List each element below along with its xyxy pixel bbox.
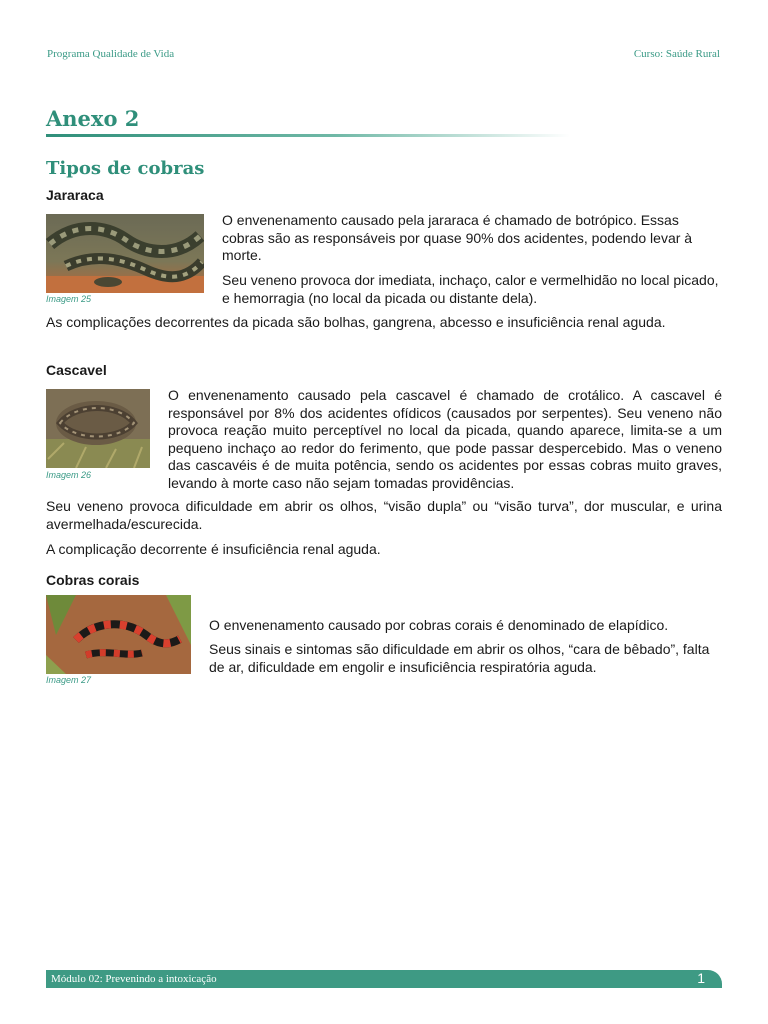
- footer-bar: [46, 970, 722, 988]
- jararaca-caption: Imagem 25: [46, 294, 92, 304]
- cascavel-heading: Cascavel: [46, 362, 107, 378]
- cascavel-caption: Imagem 26: [46, 470, 92, 480]
- corais-paragraph-2: Seus sinais e sintomas são dificuldade em abrir os olhos, “cara de bêbado”, falta de ar, dificuldade em engolir e insuficiência respiratória aguda.: [209, 641, 710, 675]
- corais-paragraph-1: O envenenamento causado por cobras corais é denominado de elapídico.: [209, 617, 669, 633]
- jararaca-heading: Jararaca: [46, 187, 104, 203]
- section-title: Tipos de cobras: [46, 158, 205, 179]
- cascavel-photo: [46, 389, 150, 468]
- jararaca-photo: [46, 214, 204, 293]
- cascavel-paragraph-2: Seu veneno provoca dificuldade em abrir os olhos, “visão dupla” ou “visão turva”, dor muscular, e urina avermelhada/escurecida.: [46, 498, 722, 532]
- jararaca-paragraph-2: Seu veneno provoca dor imediata, inchaço, calor e vermelhidão no local picado, e hemorragia (no local da picada ou distante dela).: [222, 272, 719, 306]
- coral-snake-photo: [46, 595, 191, 674]
- footer-module: Módulo 02: Prevenindo a intoxicação: [51, 973, 217, 985]
- header-program: Programa Qualidade de Vida: [47, 48, 175, 60]
- jararaca-paragraph-1: O envenenamento causado pela jararaca é chamado de botrópico. Essas cobras são as responsáveis por quase 90% dos acidentes, podendo levar à morte.: [222, 212, 693, 263]
- corais-caption: Imagem 27: [46, 675, 92, 685]
- cascavel-paragraph-1: O envenenamento causado pela cascavel é chamado de crotálico. A cascavel é responsável por 8% dos acidentes ofídicos (causados por serpentes). Seu veneno não provoca reação muito perceptível no local da picada, quando aparece, limita-se a um pequeno inchaço ao redor do ferimento, que pode passar despercebido. Mas o veneno das cascavéis é de muita potência, sendo os acidentes por essas cobras muito graves, levando à morte caso não sejam tomadas providências.: [168, 387, 722, 491]
- annex-title: Anexo 2: [46, 106, 140, 131]
- title-divider: [46, 134, 570, 137]
- corais-heading: Cobras corais: [46, 572, 140, 588]
- cascavel-complication: A complicação decorrente é insuficiência renal aguda.: [46, 541, 381, 557]
- jararaca-complications: As complicações decorrentes da picada são bolhas, gangrena, abcesso e insuficiência renal aguda.: [46, 314, 666, 330]
- header-course: Curso: Saúde Rural: [633, 48, 720, 60]
- page-number: 1: [697, 970, 705, 986]
